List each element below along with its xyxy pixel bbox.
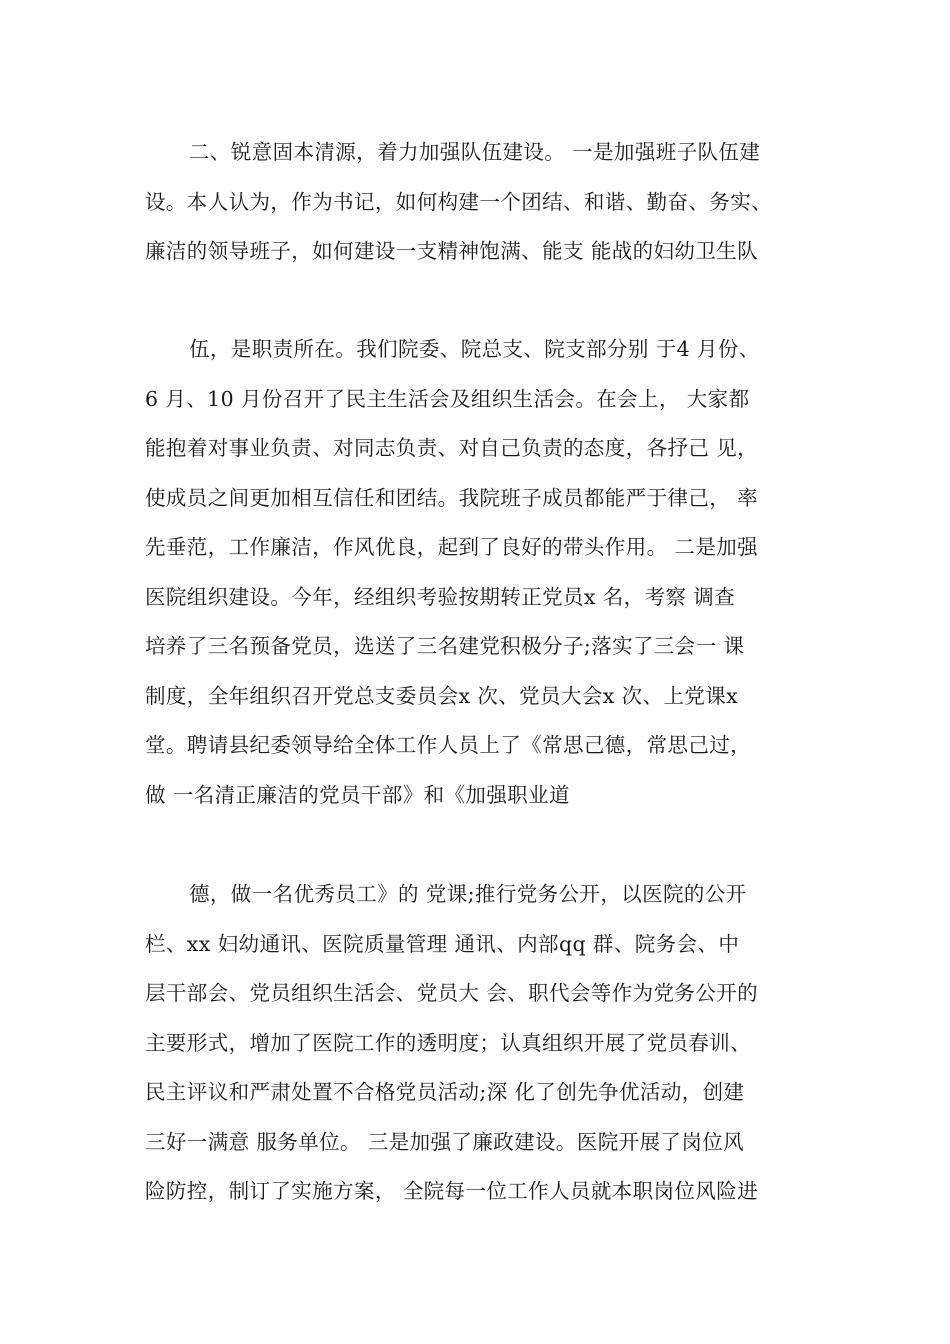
text-line: 二、锐意固本清源，着力加强队伍建设。 一是加强班子队伍建 (189, 140, 761, 164)
text-line: 使成员之间更加相互信任和团结。我院班子成员都能严于律己， 率 (145, 485, 759, 510)
text-line: 医院组织建设。今年，经组织考验按期转正党员x 名，考察 调查 (145, 584, 736, 609)
text-line: 三好一满意 服务单位。 三是加强了廉政建设。医院开展了岗位风 (145, 1129, 745, 1154)
text-line: 伍，是职责所在。我们院委、院总支、院支部分别 于4 月份、 (189, 337, 760, 361)
text-line: 能抱着对事业负责、对同志负责、对自己负责的态度，各抒己 见， (145, 436, 759, 460)
text-line: 主要形式，增加了医院工作的透明度；认真组织开展了党员春训、 (145, 1030, 752, 1055)
text-line: 栏、xx 妇幼通讯、医院质量管理 通讯、内部qq 群、院务会、中 (145, 931, 740, 956)
text-line: 设。本人认为，作为书记，如何构建一个团结、和谐、勤奋、务实、 (145, 189, 772, 214)
text-line: 德，做一名优秀员工》的 党课;推行党务公开，以医院的公开 (189, 882, 747, 906)
text-line: 做 一名清正廉洁的党员干部》和《加强职业道 (145, 782, 570, 807)
text-line: 制度，全年组织召开党总支委员会x 次、党员大会x 次、上党课x (145, 683, 739, 708)
text-line: 险防控，制订了实施方案， 全院每一位工作人员就本职岗位风险进 (145, 1179, 759, 1203)
text-line: 6 月、10 月份召开了民主生活会及组织生活会。在会上， 大家都 (145, 386, 750, 411)
text-line: 先垂范，工作廉洁，作风优良，起到了良好的带头作用。 二是加强 (145, 535, 759, 559)
text-line: 堂。聘请县纪委领导给全体工作人员上了《常思己德，常思己过， (145, 733, 752, 757)
paragraph-1 (145, 128, 815, 277)
text-line: 层干部会、党员组织生活会、党员大 会、职代会等作为党务公开的 (145, 981, 759, 1005)
text-line: 廉洁的领导班子，如何建设一支精神饱满、能支 能战的妇幼卫生队 (145, 239, 759, 263)
text-line: 培养了三名预备党员，选送了三名建党积极分子;落实了三会一 课 (145, 634, 745, 658)
paragraph-2 (145, 325, 815, 820)
text-line: 民主评议和严肃处置不合格党员活动;深 化了创先争优活动，创建 (145, 1080, 745, 1104)
paragraph-3 (145, 870, 815, 1217)
